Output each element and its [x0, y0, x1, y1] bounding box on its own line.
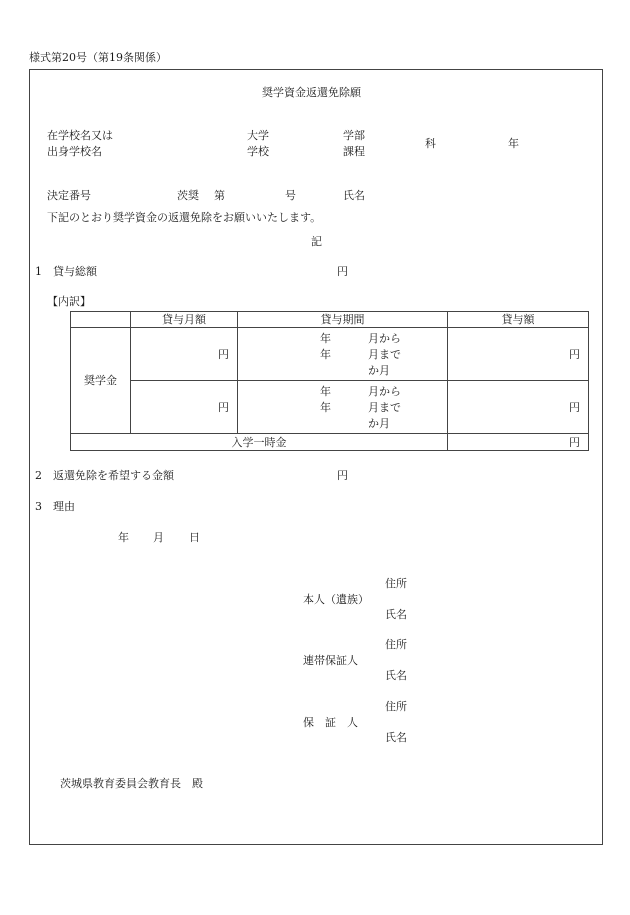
- date-hi: 日: [189, 531, 200, 544]
- ibaragi-sho-label: 茨奨: [177, 189, 199, 202]
- header-monthly: 貸与月額: [131, 312, 238, 328]
- period-from: 月から: [368, 385, 401, 398]
- period-from-nen: 年: [320, 332, 331, 345]
- period-to-nen: 年: [320, 401, 331, 414]
- amount-unit: 円: [448, 381, 589, 434]
- hosho-label: 保 証 人: [303, 716, 358, 729]
- header-blank: [71, 312, 131, 328]
- gakko-label: 学校: [247, 145, 269, 158]
- row-label-shogakukin: 奨学金: [71, 328, 131, 434]
- period-cell: [238, 381, 448, 434]
- period-to: 月まで: [368, 401, 401, 414]
- school-label-line2: 出身学校名: [47, 145, 102, 158]
- item3-number: 3: [35, 500, 42, 513]
- katei-label: 課程: [343, 145, 365, 158]
- period-from: 月から: [368, 332, 401, 345]
- hosho-jusho: 住所: [385, 700, 407, 713]
- period-to: 月まで: [368, 348, 401, 361]
- ka-label: 科: [425, 137, 436, 150]
- decision-label: 決定番号: [47, 189, 91, 202]
- item1-unit: 円: [337, 265, 348, 278]
- period-months: か月: [368, 417, 390, 430]
- period-from-nen: 年: [320, 385, 331, 398]
- dai-label: 第: [214, 189, 225, 202]
- form-title: 奨学資金返還免除願: [262, 86, 361, 99]
- date-tsuki: 月: [153, 531, 164, 544]
- go-label: 号: [285, 189, 296, 202]
- rentai-jusho: 住所: [385, 638, 407, 651]
- ki-label: 記: [311, 235, 322, 248]
- period-to-nen: 年: [320, 348, 331, 361]
- monthly-unit: 円: [131, 328, 238, 381]
- amount-unit: 円: [448, 328, 589, 381]
- header-amount: 貸与額: [448, 312, 589, 328]
- form-number: 様式第20号（第19条関係）: [29, 51, 167, 64]
- rentai-shimei: 氏名: [385, 669, 407, 682]
- request-sentence: 下記のとおり奨学資金の返還免除をお願いいたします。: [47, 211, 322, 224]
- breakdown-table: [70, 311, 589, 451]
- rentai-label: 連帯保証人: [303, 654, 358, 667]
- table-header-row: [71, 312, 589, 328]
- header-period: 貸与期間: [238, 312, 448, 328]
- nyugaku-label: 入学一時金: [71, 434, 448, 451]
- period-cell: [238, 328, 448, 381]
- table-row: [71, 328, 589, 381]
- honnin-shimei: 氏名: [385, 608, 407, 621]
- breakdown-label: 【内訳】: [47, 295, 91, 308]
- table-row-nyugaku: [71, 434, 589, 451]
- item2-number: 2: [35, 469, 42, 482]
- item3-label: 理由: [53, 500, 75, 513]
- period-months: か月: [368, 364, 390, 377]
- item1-label: 貸与総額: [53, 265, 97, 278]
- shimei-label: 氏名: [343, 189, 365, 202]
- addressee: 茨城県教育委員会教育長 殿: [60, 777, 203, 790]
- item2-unit: 円: [337, 469, 348, 482]
- monthly-unit: 円: [131, 381, 238, 434]
- date-nen: 年: [118, 531, 129, 544]
- nen-label: 年: [508, 137, 519, 150]
- gakubu-label: 学部: [343, 129, 365, 142]
- hosho-shimei: 氏名: [385, 731, 407, 744]
- item2-label: 返還免除を希望する金額: [53, 469, 174, 482]
- daigaku-label: 大学: [247, 129, 269, 142]
- honnin-jusho: 住所: [385, 577, 407, 590]
- school-label-line1: 在学校名又は: [47, 129, 113, 142]
- table-row: [71, 381, 589, 434]
- honnin-label: 本人（遺族）: [303, 593, 369, 606]
- item1-number: 1: [35, 265, 42, 278]
- nyugaku-unit: 円: [448, 434, 589, 451]
